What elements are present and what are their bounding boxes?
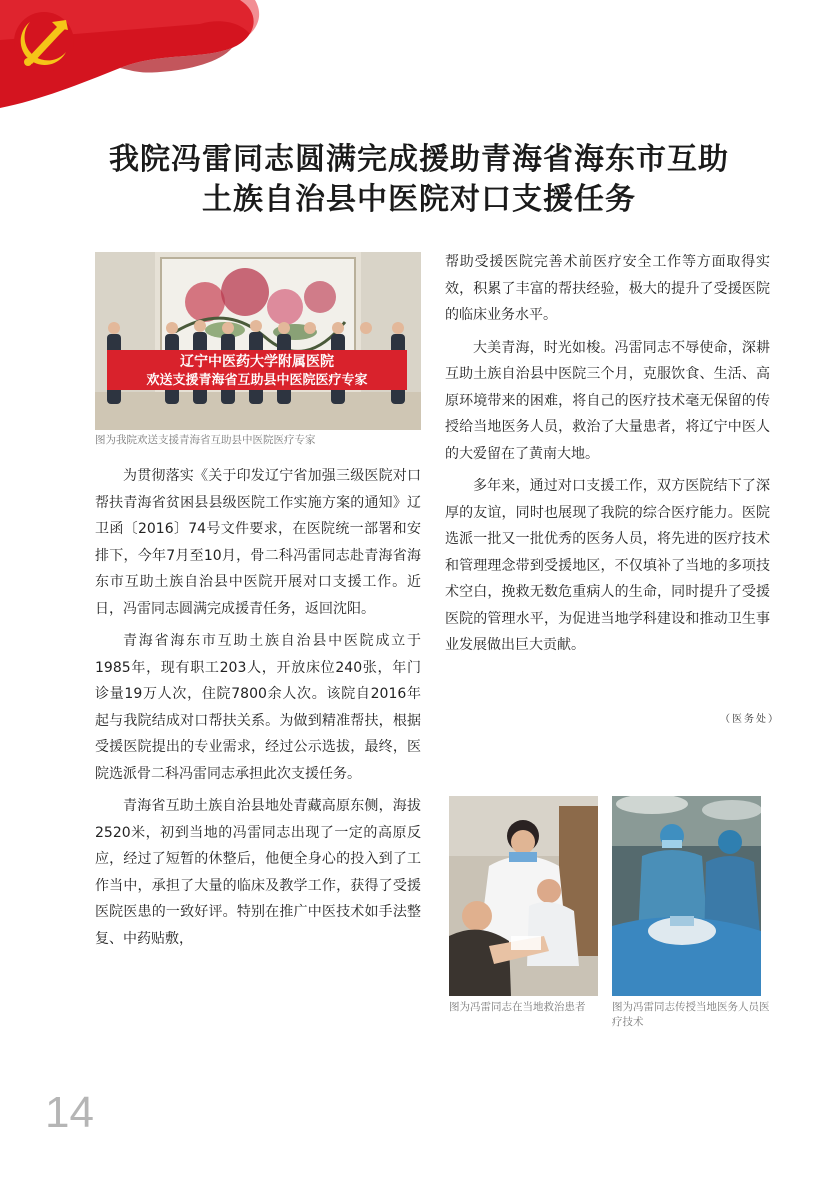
treating-patient-photo	[449, 796, 598, 996]
article-title	[60, 140, 778, 220]
paragraph: 多年来，通过对口支援工作，双方医院结下了深厚的友谊，同时也展现了我院的综合医疗能力。医院选派一批又一批优秀的医务人员，将先进的医疗技术和管理理念带到受援地区，不仅填补了当地的多项技术空白，挽救无数危重病人的生命，同时提升了受援医院的管理水平，为促进当地学科建设和推动卫生事业发展做出巨大贡献。	[445, 478, 770, 653]
header-banner	[0, 0, 270, 110]
paragraph-continued: 帮助受援医院完善术前医疗安全工作等方面取得实效，积累了丰富的帮扶经验，极大的提升了受援医院的临床业务水平。	[445, 254, 770, 323]
surgery-teaching-photo	[612, 796, 761, 996]
photo-1-caption: 图为我院欢送支援青海省互助县中医院医疗专家	[95, 434, 316, 446]
right-column	[445, 249, 770, 665]
photo-3-caption: 图为冯雷同志传授当地医务人员医疗技术	[612, 1001, 770, 1028]
banner-text-line-2: 欢送支援青海省互助县中医院医疗专家	[146, 373, 368, 388]
paragraph: 青海省互助土族自治县地处青藏高原东侧，海拔2520米，初到当地的冯雷同志出现了一定的高原反应，经过了短暂的休整后，他便全身心的投入到了工作当中，承担了大量的临床及教学工作，获得了受援医院医患的一致好评。特别在推广中医技术如手法整复、中药贴敷，	[95, 798, 421, 947]
farewell-group-photo	[95, 252, 421, 430]
title-line-1: 我院冯雷同志圆满完成援助青海省海东市互助	[109, 142, 729, 177]
party-emblem-icon	[14, 12, 74, 72]
paragraph: 为贯彻落实《关于印发辽宁省加强三级医院对口帮扶青海省贫困县县级医院工作实施方案的通知》辽卫函〔2016〕74号文件要求，在医院统一部署和安排下，今年7月至10月，骨二科冯雷同志赴青海省海东市互助土族自治县中医院开展对口支援工作。近日，冯雷同志圆满完成援青任务，返回沈阳。	[95, 468, 421, 617]
left-column	[95, 463, 421, 958]
page-number: 14	[45, 1088, 94, 1137]
title-line-2: 土族自治县中医院对口支援任务	[202, 182, 636, 217]
paragraph: 大美青海，时光如梭。冯雷同志不辱使命，深耕互助土族自治县中医院三个月，克服饮食、生活、高原环境带来的困难，将自己的医疗技术毫无保留的传授给当地医务人员，救治了大量患者，将辽宁中医人的大爱留在了黄南大地。	[445, 339, 770, 462]
article-source: （医务处）	[720, 714, 780, 725]
banner-text-line-1: 辽宁中医药大学附属医院	[180, 354, 334, 370]
photo-2-caption: 图为冯雷同志在当地救治患者	[449, 1001, 586, 1013]
paragraph: 青海省海东市互助土族自治县中医院成立于1985年，现有职工203人，开放床位240张，年门诊量19万人次，住院7800余人次。该院自2016年起与我院结成对口帮扶关系。为做到精准帮扶，根据受援医院提出的专业需求，经过公示选拔，最终，医院选派骨二科冯雷同志承担此次支援任务。	[95, 633, 421, 782]
